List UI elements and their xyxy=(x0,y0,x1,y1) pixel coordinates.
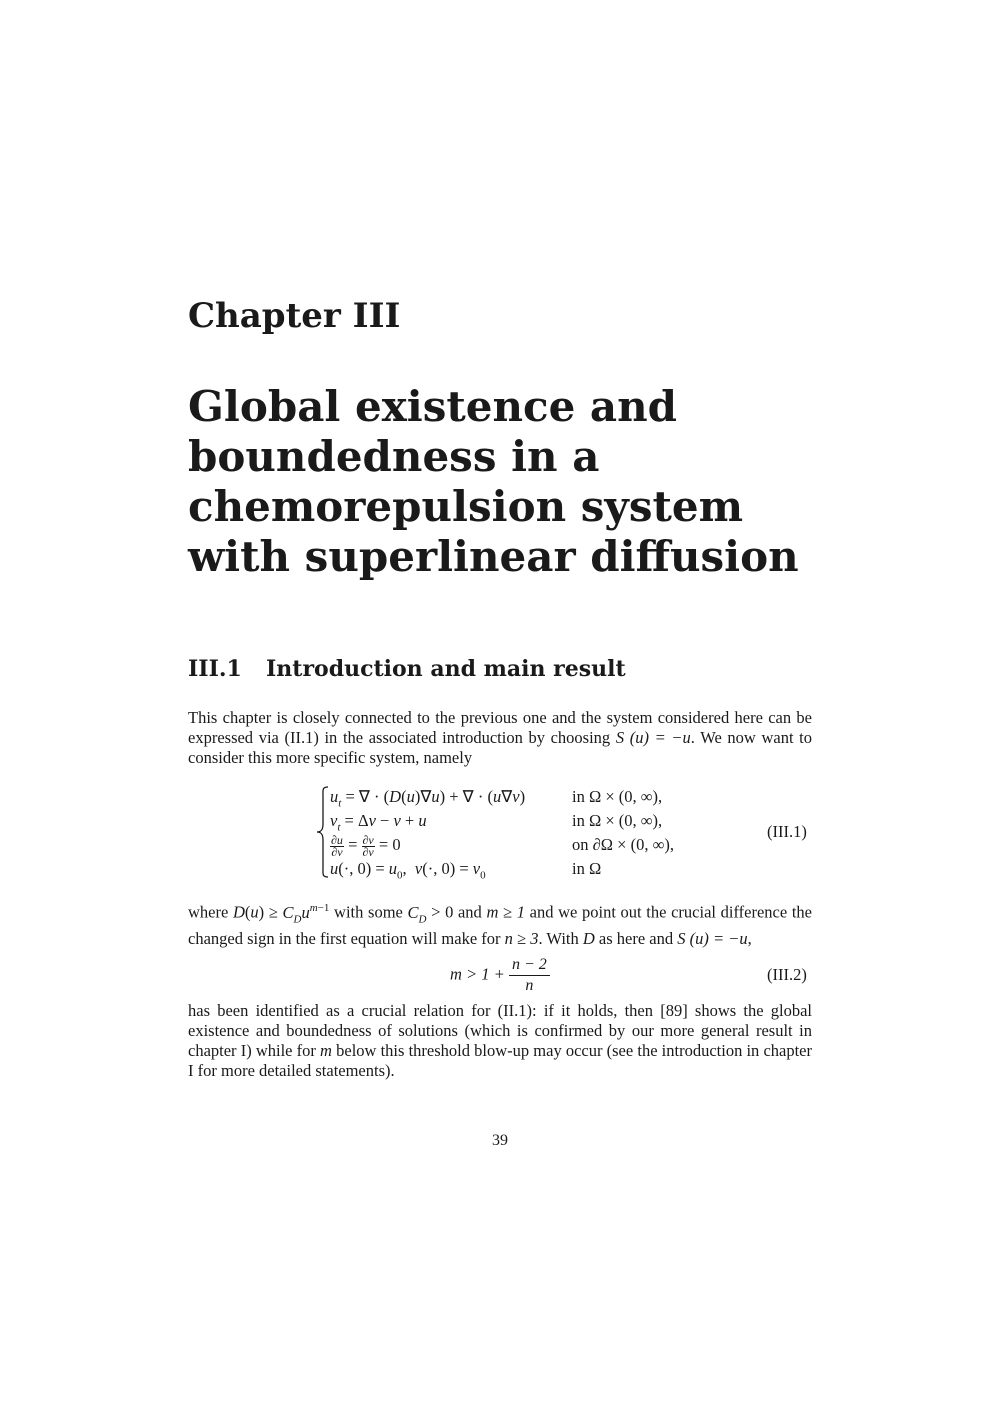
equation-label-III-1: (III.1) xyxy=(767,822,807,841)
equation-row-1-lhs: $u_t$ = ∇ · (D(u)∇u) + ∇ · (u∇v) xyxy=(330,787,526,810)
condition-math-6: S (u) = −u xyxy=(677,928,748,948)
condition-text-4: and we point out the crucial difference the changed sign in the first equation will make for xyxy=(188,902,812,948)
condition-math-5: D xyxy=(582,928,595,948)
inequality-fraction xyxy=(509,955,550,996)
equation-row-3-domain: on ∂Ω × (0, ∞), xyxy=(572,835,674,854)
chapter-title: Global existence and boundedness in a chemorepulsion system with superlinear diffusion xyxy=(188,382,799,581)
intro-text-1: This chapter is closely connected to the previous one and the system considered here can be expressed via (II.1) in the associated introduction by choosing xyxy=(188,708,812,747)
inequality-lhs: m > 1 + xyxy=(450,964,505,984)
system-brace xyxy=(316,786,330,878)
section-heading xyxy=(188,656,626,682)
page-number: 39 xyxy=(492,1132,508,1149)
condition-math-1: D xyxy=(232,902,245,922)
inequality-III-2 xyxy=(450,955,550,996)
condition-paragraph: where $D(u) \ge C_Du^{m-1}$ with some $C_D > 0$ and m ≥ 1 and we point out the crucial difference the changed sign in the first equation will make for n ≥ 3. With D as here and S (u) = −u, xyxy=(188,902,812,948)
closing-text-1: has been identified as a crucial relation for (II.1): if it holds, then [89] shows the global existence and boundedness of solutions (which is confirmed by our more general result in chapter I) while for xyxy=(188,1001,812,1060)
equation-row-3-lhs: $\frac{\partial u}{\partial\nu}$ = $\frac{\partial v}{\partial\nu}$ = 0 xyxy=(331,832,401,859)
condition-math-4: n ≥ 3 xyxy=(504,928,539,948)
inequality-numerator: n − 2 xyxy=(509,955,550,976)
section-title: Introduction and main result xyxy=(266,656,626,682)
condition-text-1: where xyxy=(188,902,233,922)
inequality-denominator: n xyxy=(525,977,534,994)
equation-row-2-lhs: $v_t = \Delta v - v + u$ xyxy=(330,811,427,834)
condition-text-6: as here and xyxy=(594,928,678,948)
intro-paragraph xyxy=(188,708,812,768)
equation-label-III-2: (III.2) xyxy=(767,965,807,984)
condition-math-2: $C_D$ xyxy=(407,902,427,925)
section-number: III.1 xyxy=(188,656,242,682)
chapter-label: Chapter III xyxy=(188,296,401,336)
closing-text-2: below this threshold blow-up may occur (see the introduction in chapter I for more detailed statements). xyxy=(188,1041,813,1080)
intro-text-2: . We now want to consider this more specific system, namely xyxy=(188,728,812,767)
condition-math-3: m ≥ 1 xyxy=(486,902,525,922)
equation-row-2-domain: in Ω × (0, ∞), xyxy=(572,811,663,830)
intro-math-1: S (u) = −u xyxy=(615,728,691,747)
condition-text-3: and xyxy=(453,902,487,922)
condition-text-5: . With xyxy=(538,928,583,948)
closing-math-1: m xyxy=(320,1041,332,1060)
closing-paragraph xyxy=(188,1001,812,1081)
condition-text-7: , xyxy=(747,928,752,948)
equation-row-4-domain: in Ω xyxy=(572,859,602,878)
condition-text-2: with some xyxy=(329,902,408,922)
equation-row-1-domain: in Ω × (0, ∞), xyxy=(572,787,663,806)
equation-row-4-lhs: u(·, $0) = u_0$, v(·, $0) = v_0$ xyxy=(330,859,486,882)
